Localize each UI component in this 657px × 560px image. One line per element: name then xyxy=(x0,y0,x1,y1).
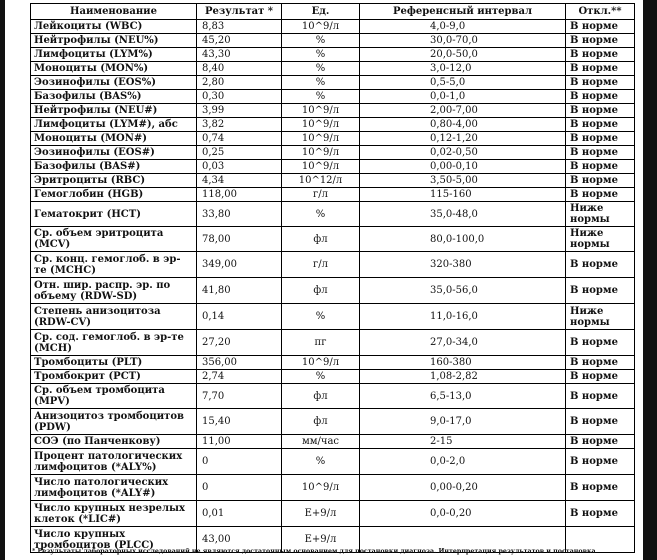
row-status: В норме xyxy=(566,76,635,90)
row-result: 0 xyxy=(197,449,282,475)
row-status: В норме xyxy=(566,356,635,370)
row-result: 349,00 xyxy=(197,252,282,278)
row-reference: 0,02-0,50 xyxy=(360,146,566,160)
header-unit: Ед. xyxy=(282,4,360,20)
row-result: 0 xyxy=(197,475,282,501)
right-edge xyxy=(643,0,657,560)
header-reference: Референсный интервал xyxy=(360,4,566,20)
row-status: В норме xyxy=(566,252,635,278)
row-name: Моноциты (MON#) xyxy=(31,132,197,146)
row-status: В норме xyxy=(566,330,635,356)
row-name: Число крупных незрелых клеток (*LIC#) xyxy=(31,501,197,527)
table-row xyxy=(31,34,635,48)
row-name: Ср. сод. гемоглоб. в эр-те (MCH) xyxy=(31,330,197,356)
table-row xyxy=(31,90,635,104)
row-reference: 27,0-34,0 xyxy=(360,330,566,356)
row-status: В норме xyxy=(566,20,635,34)
row-reference: 0,12-1,20 xyxy=(360,132,566,146)
table-row xyxy=(31,146,635,160)
row-name: Степень анизоцитоза (RDW-CV) xyxy=(31,304,197,330)
row-result: 118,00 xyxy=(197,188,282,202)
row-reference: 2,00-7,00 xyxy=(360,104,566,118)
row-status: В норме xyxy=(566,384,635,409)
row-status: В норме xyxy=(566,34,635,48)
row-unit: мм/час xyxy=(282,435,360,449)
row-status: В норме xyxy=(566,501,635,527)
table-row xyxy=(31,356,635,370)
row-unit: E+9/л xyxy=(282,501,360,527)
row-result: 4,34 xyxy=(197,174,282,188)
row-name: Число патологических лимфоцитов (*ALY#) xyxy=(31,475,197,501)
row-name: Ср. объем тромбоцита (MPV) xyxy=(31,384,197,409)
row-result: 0,74 xyxy=(197,132,282,146)
row-status: В норме xyxy=(566,475,635,501)
row-unit: % xyxy=(282,202,360,227)
row-result: 15,40 xyxy=(197,409,282,435)
table-row xyxy=(31,435,635,449)
row-unit: 10^12/л xyxy=(282,174,360,188)
row-unit: % xyxy=(282,76,360,90)
row-unit: 10^9/л xyxy=(282,146,360,160)
table-row xyxy=(31,62,635,76)
table-row xyxy=(31,174,635,188)
header-result: Результат * xyxy=(197,4,282,20)
row-name: СОЭ (по Панченкову) xyxy=(31,435,197,449)
row-status: В норме xyxy=(566,48,635,62)
row-reference: 30,0-70,0 xyxy=(360,34,566,48)
table-body xyxy=(31,20,635,553)
header-deviation: Откл.** xyxy=(566,4,635,20)
row-status: В норме xyxy=(566,174,635,188)
row-status: В норме xyxy=(566,160,635,174)
row-reference: 160-380 xyxy=(360,356,566,370)
table-row xyxy=(31,278,635,304)
row-reference: 0,0-1,0 xyxy=(360,90,566,104)
row-unit: г/л xyxy=(282,252,360,278)
row-reference: 0,5-5,0 xyxy=(360,76,566,90)
row-name: Гемоглобин (HGB) xyxy=(31,188,197,202)
row-result: 2,80 xyxy=(197,76,282,90)
row-reference: 320-380 xyxy=(360,252,566,278)
table-row xyxy=(31,48,635,62)
row-status: Ниже нормы xyxy=(566,202,635,227)
table-row xyxy=(31,160,635,174)
row-reference: 0,00-0,10 xyxy=(360,160,566,174)
row-name: Тромбоциты (PLT) xyxy=(31,356,197,370)
row-reference: 0,00-0,20 xyxy=(360,475,566,501)
row-unit: % xyxy=(282,48,360,62)
table-row xyxy=(31,475,635,501)
row-unit: пг xyxy=(282,330,360,356)
table-header-row xyxy=(31,4,635,20)
row-result: 8,83 xyxy=(197,20,282,34)
row-unit: 10^9/л xyxy=(282,20,360,34)
row-status: В норме xyxy=(566,90,635,104)
row-status: В норме xyxy=(566,188,635,202)
table-row xyxy=(31,76,635,90)
row-reference: 3,50-5,00 xyxy=(360,174,566,188)
row-unit: г/л xyxy=(282,188,360,202)
row-reference: 0,0-2,0 xyxy=(360,449,566,475)
row-unit: фл xyxy=(282,278,360,304)
row-status: В норме xyxy=(566,132,635,146)
row-result: 78,00 xyxy=(197,227,282,252)
row-unit: 10^9/л xyxy=(282,104,360,118)
table-row xyxy=(31,20,635,34)
row-name: Тромбокрит (PCT) xyxy=(31,370,197,384)
row-unit: фл xyxy=(282,384,360,409)
row-result: 3,99 xyxy=(197,104,282,118)
row-reference: 11,0-16,0 xyxy=(360,304,566,330)
row-reference: 4,0-9,0 xyxy=(360,20,566,34)
row-unit: % xyxy=(282,304,360,330)
table-row xyxy=(31,202,635,227)
row-name: Ср. конц. гемоглоб. в эр-те (MCHC) xyxy=(31,252,197,278)
table-row xyxy=(31,304,635,330)
row-result: 41,80 xyxy=(197,278,282,304)
row-reference: 20,0-50,0 xyxy=(360,48,566,62)
row-name: Анизоцитоз тромбоцитов (PDW) xyxy=(31,409,197,435)
row-reference: 9,0-17,0 xyxy=(360,409,566,435)
row-name: Моноциты (MON%) xyxy=(31,62,197,76)
row-result: 43,00 xyxy=(197,527,282,553)
row-name: Эритроциты (RBC) xyxy=(31,174,197,188)
row-reference: 0,80-4,00 xyxy=(360,118,566,132)
row-result: 0,30 xyxy=(197,90,282,104)
row-result: 0,14 xyxy=(197,304,282,330)
row-unit: 10^9/л xyxy=(282,160,360,174)
row-unit: % xyxy=(282,34,360,48)
footnote: * Результаты лабораторных исследований не являются достаточным основанием для постановки диагноза. Интерпретация результатов и постановка xyxy=(32,548,596,555)
table-row xyxy=(31,409,635,435)
row-name: Отн. шир. распр. эр. по объему (RDW-SD) xyxy=(31,278,197,304)
table-row xyxy=(31,118,635,132)
row-result: 3,82 xyxy=(197,118,282,132)
row-unit: фл xyxy=(282,409,360,435)
row-unit: % xyxy=(282,90,360,104)
row-result: 11,00 xyxy=(197,435,282,449)
row-status: Ниже нормы xyxy=(566,227,635,252)
table-row xyxy=(31,370,635,384)
row-unit: 10^9/л xyxy=(282,356,360,370)
row-result: 45,20 xyxy=(197,34,282,48)
row-status: В норме xyxy=(566,146,635,160)
row-unit: % xyxy=(282,370,360,384)
table-row xyxy=(31,104,635,118)
row-name: Процент патологических лимфоцитов (*ALY%) xyxy=(31,449,197,475)
row-status: В норме xyxy=(566,104,635,118)
row-reference: 35,0-48,0 xyxy=(360,202,566,227)
row-name: Число крупных тромбоцитов (PLCC) xyxy=(31,527,197,553)
header-name: Наименование xyxy=(31,4,197,20)
row-unit: фл xyxy=(282,227,360,252)
row-status: В норме xyxy=(566,370,635,384)
row-name: Гематокрит (HCT) xyxy=(31,202,197,227)
row-result: 7,70 xyxy=(197,384,282,409)
row-reference: 0,0-0,20 xyxy=(360,501,566,527)
row-name: Нейтрофилы (NEU#) xyxy=(31,104,197,118)
table-row xyxy=(31,501,635,527)
table-row xyxy=(31,227,635,252)
table-row xyxy=(31,330,635,356)
row-reference: 2-15 xyxy=(360,435,566,449)
row-status: В норме xyxy=(566,118,635,132)
row-reference: 3,0-12,0 xyxy=(360,62,566,76)
row-reference: 6,5-13,0 xyxy=(360,384,566,409)
row-name: Базофилы (BAS%) xyxy=(31,90,197,104)
row-name: Эозинофилы (EOS#) xyxy=(31,146,197,160)
row-result: 356,00 xyxy=(197,356,282,370)
row-status: Ниже нормы xyxy=(566,304,635,330)
table-row xyxy=(31,384,635,409)
row-result: 0,25 xyxy=(197,146,282,160)
row-reference: 35,0-56,0 xyxy=(360,278,566,304)
row-result: 27,20 xyxy=(197,330,282,356)
row-result: 8,40 xyxy=(197,62,282,76)
row-status: В норме xyxy=(566,409,635,435)
row-unit: % xyxy=(282,449,360,475)
row-status: В норме xyxy=(566,278,635,304)
table-row xyxy=(31,188,635,202)
row-name: Лимфоциты (LYM%) xyxy=(31,48,197,62)
row-unit: % xyxy=(282,62,360,76)
row-status: В норме xyxy=(566,62,635,76)
row-name: Ср. объем эритроцита (MCV) xyxy=(31,227,197,252)
row-name: Лейкоциты (WBC) xyxy=(31,20,197,34)
left-edge xyxy=(0,0,5,560)
row-result: 2,74 xyxy=(197,370,282,384)
row-result: 0,01 xyxy=(197,501,282,527)
row-unit: 10^9/л xyxy=(282,118,360,132)
row-reference: 80,0-100,0 xyxy=(360,227,566,252)
row-name: Базофилы (BAS#) xyxy=(31,160,197,174)
table-row xyxy=(31,252,635,278)
row-reference: 1,08-2,82 xyxy=(360,370,566,384)
row-name: Лимфоциты (LYM#), абс xyxy=(31,118,197,132)
row-result: 0,03 xyxy=(197,160,282,174)
row-name: Эозинофилы (EOS%) xyxy=(31,76,197,90)
row-name: Нейтрофилы (NEU%) xyxy=(31,34,197,48)
row-result: 33,80 xyxy=(197,202,282,227)
row-unit: E+9/л xyxy=(282,527,360,553)
row-reference: 115-160 xyxy=(360,188,566,202)
row-result: 43,30 xyxy=(197,48,282,62)
row-status: В норме xyxy=(566,435,635,449)
lab-results-table xyxy=(30,3,635,553)
row-unit: 10^9/л xyxy=(282,475,360,501)
table-row xyxy=(31,449,635,475)
row-status: В норме xyxy=(566,449,635,475)
row-unit: 10^9/л xyxy=(282,132,360,146)
table-row xyxy=(31,132,635,146)
